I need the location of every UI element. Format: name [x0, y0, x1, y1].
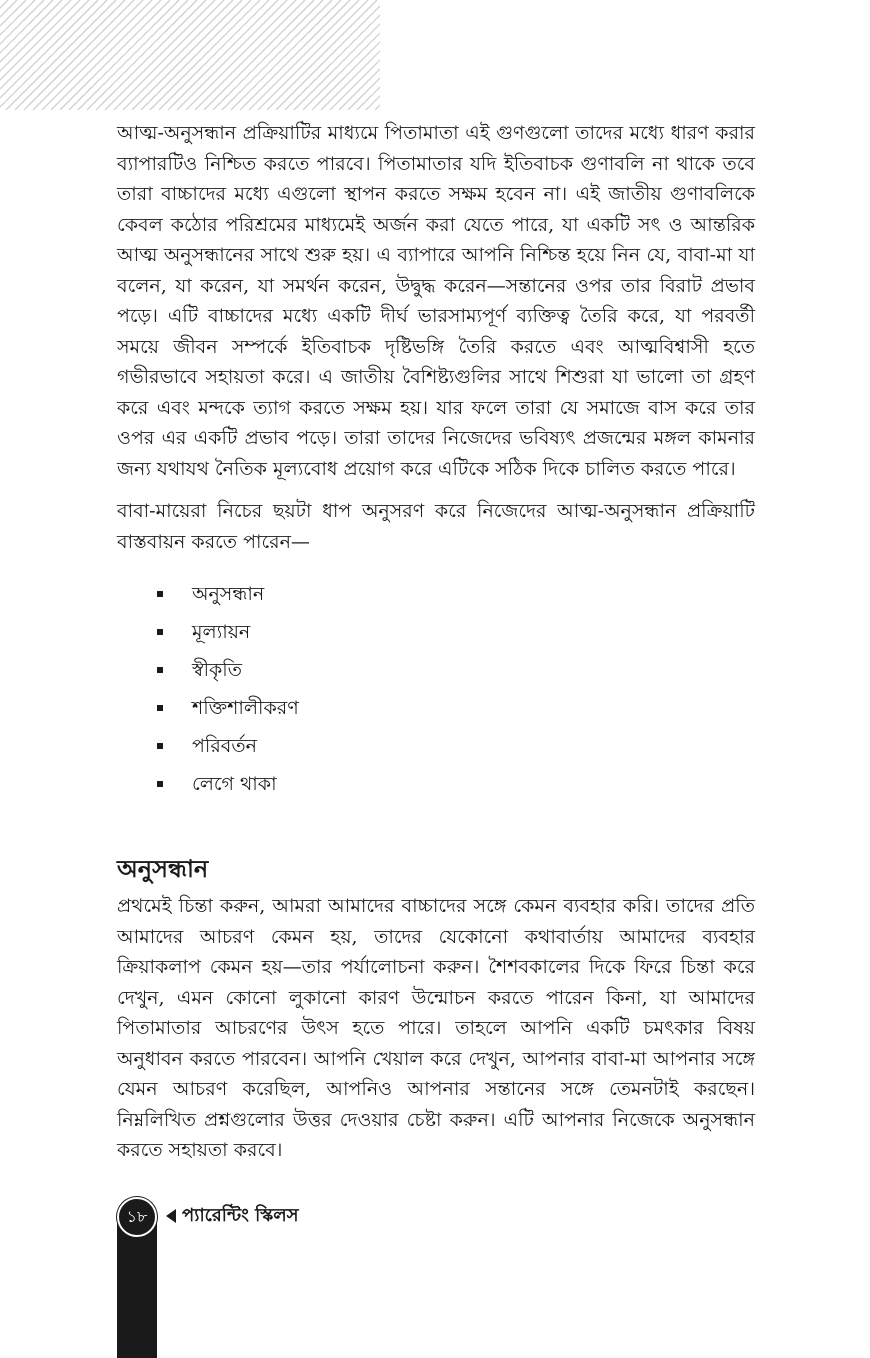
hatch-line [105, 0, 215, 110]
steps-intro-paragraph: বাবা-মায়েরা নিচের ছয়টা ধাপ অনুসরণ করে নিজেদের আত্ম-অনুসন্ধান প্রক্রিয়াটি বাস্তবায়ন করতে পারেন— [117, 500, 755, 553]
hatch-line [96, 0, 206, 110]
hatch-line [69, 0, 179, 110]
hatch-line [123, 0, 233, 110]
triangle-left-icon [166, 1209, 176, 1223]
intro-paragraph: আত্ম-অনুসন্ধান প্রক্রিয়াটির মাধ্যমে পিতামাতা এই গুণগুলো তাদের মধ্যে ধারণ করার ব্যাপারটিও নিশ্চিত করতে পারবে। পিতামাতার যদি ইতিবাচক গুণাবলি না থাকে তবে তারা বাচ্চাদের মধ্যে এগুলো স্থাপন করতে সক্ষম হবেন না। এই জাতীয় গুণাবলিকে কেবল কঠোর পরিশ্রমের মাধ্যমেই অর্জন করা যেতে পারে, যা একটি সৎ ও আন্তরিক আত্ম অনুসন্ধানের সাথে শুরু হয়। এ ব্যাপারে আপনি নিশ্চিন্ত হয়ে নিন যে, বাবা-মা যা বলেন, যা করেন, যা সমর্থন করেন, উদ্বুদ্ধ করেন—সন্তানের ওপর তার বিরাট প্রভাব পড়ে। এটি বাচ্চাদের মধ্যে একটি দীর্ঘ ভারসাম্যপূর্ণ ব্যক্তিত্ব তৈরি করে, যা পরবর্তী সময়ে জীবন সম্পর্কে ইতিবাচক দৃষ্টিভঙ্গি তৈরি করতে এবং আত্মবিশ্বাসী হতে গভীরভাবে সহায়তা করে। এ জাতীয় বৈশিষ্ট্যগুলির সাথে শিশুরা যা ভালো তা গ্রহণ করে এবং মন্দকে ত্যাগ করতে সক্ষম হয়। যার ফলে তারা যে সমাজে বাস করে তার ওপর এর একটি প্রভাব পড়ে। তারা তাদের নিজেদের ভবিষ্যৎ প্রজন্মের মঙ্গল কামনার জন্য যথাযথ নৈতিক মূল্যবোধ প্রয়োগ করে এটিকে সঠিক দিকে চালিত করতে পারে। [117, 122, 755, 480]
hatch-line [24, 0, 134, 110]
list-item [117, 733, 755, 771]
steps-list [117, 581, 755, 809]
list-item [117, 695, 755, 733]
hatch-line [15, 0, 125, 110]
step-label: শক্তিশালীকরণ [192, 697, 299, 719]
hatch-line [33, 0, 143, 110]
hatch-line [321, 0, 380, 110]
list-item [117, 619, 755, 657]
page-number-badge [117, 1197, 157, 1237]
page-content [117, 118, 755, 1166]
running-footer-title: প্যারেন্টিং স্কিলস [182, 1205, 299, 1226]
hatch-line [87, 0, 197, 110]
bullet-square-icon [157, 743, 163, 749]
hatch-line [132, 0, 242, 110]
hatch-line [6, 0, 116, 110]
section-heading: অনুসন্ধান [117, 854, 209, 883]
page-number: ১৮ [126, 1206, 148, 1226]
step-label: অনুসন্ধান [192, 583, 265, 605]
hatch-line [267, 0, 377, 110]
hatch-line [177, 0, 287, 110]
step-label: পরিবর্তন [192, 735, 257, 757]
bullet-square-icon [157, 667, 163, 673]
bullet-square-icon [157, 591, 163, 597]
bullet-square-icon [157, 705, 163, 711]
section-body-paragraph: প্রথমেই চিন্তা করুন, আমরা আমাদের বাচ্চাদের সঙ্গে কেমন ব্যবহার করি। তাদের প্রতি আমাদের আচরণ কেমন হয়, তাদের যেকোনো কথাবার্তায় আমাদের ব্যবহার ক্রিয়াকলাপ কেমন হয়—তার পর্যালোচনা করুন। শৈশবকালের দিকে ফিরে চিন্তা করে দেখুন, এমন কোনো লুকানো কারণ উন্মোচন করতে পারেন কিনা, যা আমাদের পিতামাতার আচরণের উৎস হতে পারে। তাহলে আপনি একটি চমৎকার বিষয় অনুধাবন করতে পারবেন। আপনি খেয়াল করে দেখুন, আপনার বাবা-মা আপনার সঙ্গে যেমন আচরণ করেছিল, আপনিও আপনার সন্তানের সঙ্গে তেমনটাই করছেন। নিম্নলিখিত প্রশ্নগুলোর উত্তর দেওয়ার চেষ্টা করুন। এটি আপনার নিজেকে অনুসন্ধান করতে সহায়তা করবে। [117, 895, 755, 1161]
hatch-line [42, 0, 152, 110]
bullet-square-icon [157, 781, 163, 787]
hatch-line [141, 0, 251, 110]
hatch-line [204, 0, 314, 110]
step-label: স্বীকৃতি [192, 659, 242, 681]
list-item [117, 771, 755, 809]
hatch-line [150, 0, 260, 110]
corner-hatch-decoration [0, 0, 380, 110]
hatch-line [0, 0, 17, 110]
hatch-line [168, 0, 278, 110]
hatch-line [249, 0, 359, 110]
hatch-line [186, 0, 296, 110]
bullet-square-icon [157, 629, 163, 635]
hatch-line [159, 0, 269, 110]
hatch-line [231, 0, 341, 110]
footer-side-bar [117, 1218, 157, 1358]
hatch-line [258, 0, 368, 110]
step-label: মূল্যায়ন [192, 621, 251, 643]
list-item [117, 657, 755, 695]
hatch-line [195, 0, 305, 110]
hatch-line [213, 0, 323, 110]
hatch-line [285, 0, 380, 110]
hatch-line [303, 0, 380, 110]
hatch-line [240, 0, 350, 110]
hatch-line [222, 0, 332, 110]
hatch-line [51, 0, 161, 110]
step-label: লেগে থাকা [192, 773, 277, 795]
list-item [117, 581, 755, 619]
hatch-line [114, 0, 224, 110]
hatch-line [60, 0, 170, 110]
hatch-line [78, 0, 188, 110]
